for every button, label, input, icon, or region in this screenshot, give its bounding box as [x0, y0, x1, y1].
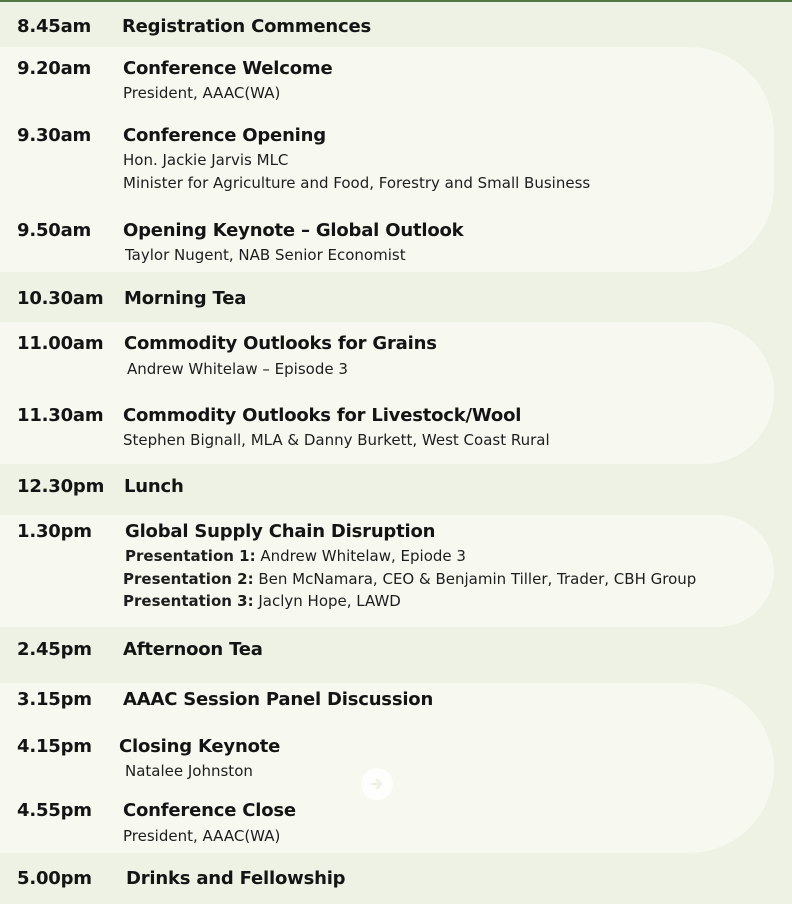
- title-lunch: Lunch: [124, 476, 184, 497]
- title-panel-discussion: AAAC Session Panel Discussion: [123, 689, 434, 710]
- title-registration: Registration Commences: [122, 16, 371, 37]
- time-1230: 12.30pm: [17, 476, 105, 497]
- time-1030: 10.30am: [17, 288, 104, 309]
- speaker-closing-keynote: Natalee Johnston: [125, 762, 253, 780]
- time-0930: 9.30am: [17, 125, 92, 146]
- time-1655: 4.55pm: [17, 800, 92, 821]
- speaker-opening-role: Minister for Agriculture and Food, Forestry and Small Business: [123, 174, 591, 192]
- time-0920: 9.20am: [17, 58, 92, 79]
- presentation-2: [123, 570, 696, 588]
- time-1515: 3.15pm: [17, 689, 92, 710]
- title-afternoon-tea: Afternoon Tea: [123, 639, 263, 660]
- speaker-welcome: President, AAAC(WA): [123, 84, 281, 102]
- next-slide-button[interactable]: [361, 768, 393, 800]
- title-morning-tea: Morning Tea: [124, 288, 247, 309]
- presentation-3-text: Jaclyn Hope, LAWD: [258, 592, 401, 610]
- title-welcome: Conference Welcome: [123, 58, 333, 79]
- presentation-3: [123, 592, 401, 610]
- time-1330: 1.30pm: [17, 521, 92, 542]
- title-supply-chain: Global Supply Chain Disruption: [125, 521, 436, 542]
- time-1700: 5.00pm: [17, 868, 92, 889]
- title-grains: Commodity Outlooks for Grains: [124, 333, 437, 354]
- title-drinks: Drinks and Fellowship: [126, 868, 346, 889]
- speaker-keynote: Taylor Nugent, NAB Senior Economist: [125, 246, 406, 264]
- speaker-livestock-wool: Stephen Bignall, MLA & Danny Burkett, West Coast Rural: [123, 431, 550, 449]
- time-1445: 2.45pm: [17, 639, 92, 660]
- title-opening-keynote: Opening Keynote – Global Outlook: [123, 220, 464, 241]
- speaker-grains: Andrew Whitelaw – Episode 3: [127, 360, 348, 378]
- top-divider: [0, 0, 792, 2]
- time-1615: 4.15pm: [17, 736, 92, 757]
- presentation-1: [125, 547, 466, 565]
- title-conference-close: Conference Close: [123, 800, 296, 821]
- speaker-opening-name: Hon. Jackie Jarvis MLC: [123, 151, 289, 169]
- chevron-right-circle-icon: [368, 775, 386, 793]
- title-livestock-wool: Commodity Outlooks for Livestock/Wool: [123, 405, 522, 426]
- speaker-conference-close: President, AAAC(WA): [123, 827, 281, 845]
- presentation-1-text: Andrew Whitelaw, Epiode 3: [260, 547, 466, 565]
- time-1100: 11.00am: [17, 333, 104, 354]
- title-opening: Conference Opening: [123, 125, 326, 146]
- title-closing-keynote: Closing Keynote: [119, 736, 281, 757]
- time-0845: 8.45am: [17, 16, 92, 37]
- presentation-1-label: Presentation 1:: [125, 547, 256, 565]
- presentation-2-label: Presentation 2:: [123, 570, 254, 588]
- time-0950: 9.50am: [17, 220, 92, 241]
- time-1130: 11.30am: [17, 405, 104, 426]
- presentation-3-label: Presentation 3:: [123, 592, 254, 610]
- presentation-2-text: Ben McNamara, CEO & Benjamin Tiller, Trader, CBH Group: [258, 570, 697, 588]
